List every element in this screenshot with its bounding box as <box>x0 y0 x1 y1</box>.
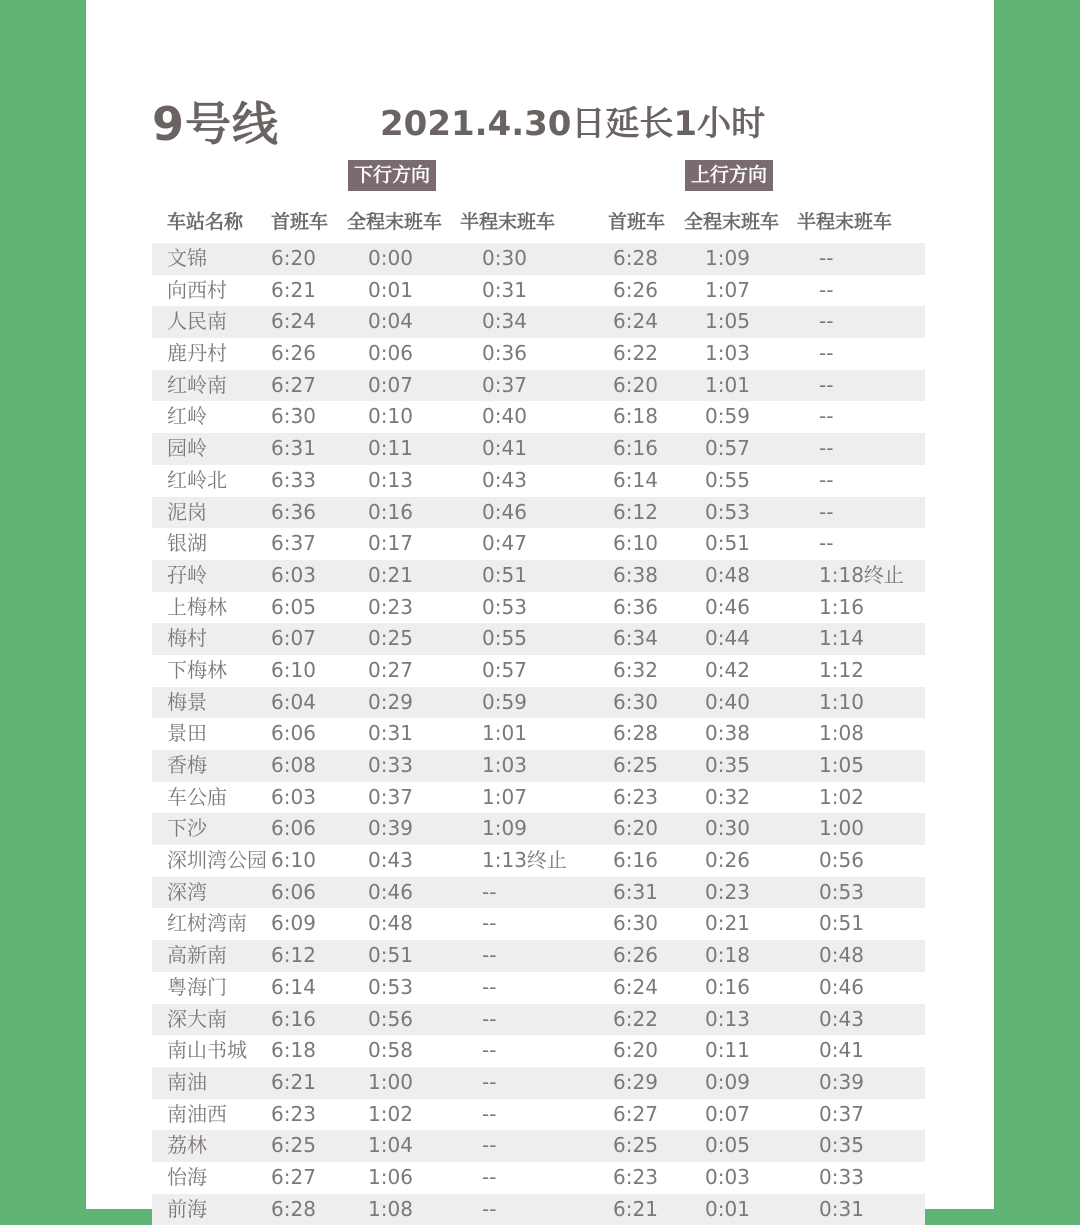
up-half-last-train: 1:10 <box>819 689 864 714</box>
up-first-train: 6:30 <box>613 911 658 936</box>
down-half-last-train: -- <box>482 1069 497 1094</box>
station-name: 孖岭 <box>167 562 207 587</box>
table-row <box>152 1194 925 1225</box>
up-full-last-train: 1:03 <box>705 341 750 366</box>
down-full-last-train: 0:13 <box>368 467 413 492</box>
header-down-half-last: 半程末班车 <box>460 211 556 233</box>
station-name: 粤海门 <box>167 974 227 999</box>
up-first-train: 6:24 <box>613 974 658 999</box>
table-row <box>152 877 925 909</box>
down-first-train: 6:07 <box>271 626 316 651</box>
station-name: 深大南 <box>167 1006 227 1031</box>
station-name: 人民南 <box>167 309 227 334</box>
down-full-last-train: 1:02 <box>368 1101 413 1126</box>
direction-down-badge: 下行方向 <box>348 160 436 191</box>
up-full-last-train: 1:07 <box>705 277 750 302</box>
up-half-last-train: -- <box>819 341 834 366</box>
up-half-last-train: 1:12 <box>819 657 864 682</box>
up-half-last-train: 0:35 <box>819 1133 864 1158</box>
table-row <box>152 718 925 750</box>
up-full-last-train: 0:57 <box>705 436 750 461</box>
up-full-last-train: 0:42 <box>705 657 750 682</box>
down-full-last-train: 0:48 <box>368 911 413 936</box>
station-name: 向西村 <box>167 277 227 302</box>
down-half-last-train: 1:07 <box>482 784 527 809</box>
table-row <box>152 750 925 782</box>
up-first-train: 6:27 <box>613 1101 658 1126</box>
up-full-last-train: 0:44 <box>705 626 750 651</box>
down-half-last-train: 0:41 <box>482 436 527 461</box>
up-first-train: 6:22 <box>613 341 658 366</box>
up-first-train: 6:38 <box>613 562 658 587</box>
down-half-last-train: 1:13终止 <box>482 848 567 873</box>
down-full-last-train: 0:21 <box>368 562 413 587</box>
up-first-train: 6:25 <box>613 753 658 777</box>
down-first-train: 6:21 <box>271 1069 316 1094</box>
table-row <box>152 338 925 370</box>
up-full-last-train: 0:16 <box>705 974 750 999</box>
up-half-last-train: 1:02 <box>819 784 864 809</box>
down-first-train: 6:18 <box>271 1038 316 1063</box>
down-full-last-train: 0:11 <box>368 436 413 461</box>
down-full-last-train: 0:33 <box>368 753 413 777</box>
down-half-last-train: 0:31 <box>482 277 527 302</box>
station-name: 红树湾南 <box>167 911 247 936</box>
down-full-last-train: 0:23 <box>368 594 413 619</box>
table-row <box>152 592 925 624</box>
down-half-last-train: 0:55 <box>482 626 527 651</box>
up-full-last-train: 0:13 <box>705 1006 750 1031</box>
up-full-last-train: 0:32 <box>705 784 750 809</box>
up-half-last-train: 0:41 <box>819 1038 864 1063</box>
table-row <box>152 1067 925 1099</box>
station-name: 南山书城 <box>167 1038 247 1063</box>
up-full-last-train: 0:26 <box>705 848 750 873</box>
table-row <box>152 560 925 592</box>
up-first-train: 6:28 <box>613 721 658 746</box>
station-name: 文锦 <box>167 246 207 270</box>
down-first-train: 6:12 <box>271 943 316 968</box>
up-first-train: 6:32 <box>613 657 658 682</box>
down-full-last-train: 1:04 <box>368 1133 413 1158</box>
up-first-train: 6:34 <box>613 626 658 651</box>
table-row <box>152 1162 925 1194</box>
down-full-last-train: 1:00 <box>368 1069 413 1094</box>
table-row <box>152 687 925 719</box>
up-half-last-train: 0:43 <box>819 1006 864 1031</box>
station-name: 荔林 <box>167 1133 207 1158</box>
down-half-last-train: -- <box>482 1164 497 1189</box>
table-row <box>152 370 925 402</box>
down-first-train: 6:04 <box>271 689 316 714</box>
down-full-last-train: 1:08 <box>368 1196 413 1221</box>
down-full-last-train: 0:51 <box>368 943 413 968</box>
down-full-last-train: 0:27 <box>368 657 413 682</box>
up-half-last-train: -- <box>819 531 834 556</box>
down-half-last-train: -- <box>482 943 497 968</box>
down-full-last-train: 0:46 <box>368 879 413 904</box>
station-name: 下梅林 <box>167 657 227 682</box>
down-half-last-train: -- <box>482 974 497 999</box>
down-first-train: 6:25 <box>271 1133 316 1158</box>
up-half-last-train: 0:51 <box>819 911 864 936</box>
station-name: 怡海 <box>167 1164 207 1189</box>
table-row <box>152 1099 925 1131</box>
up-full-last-train: 0:07 <box>705 1101 750 1126</box>
table-row <box>152 465 925 497</box>
station-name: 红岭南 <box>167 372 227 397</box>
up-full-last-train: 0:35 <box>705 753 750 777</box>
up-first-train: 6:20 <box>613 816 658 841</box>
up-half-last-train: 0:46 <box>819 974 864 999</box>
table-row <box>152 845 925 877</box>
up-first-train: 6:29 <box>613 1069 658 1094</box>
down-first-train: 6:03 <box>271 562 316 587</box>
down-first-train: 6:05 <box>271 594 316 619</box>
down-full-last-train: 0:37 <box>368 784 413 809</box>
header-down-first: 首班车 <box>271 211 329 233</box>
down-first-train: 6:14 <box>271 974 316 999</box>
up-first-train: 6:25 <box>613 1133 658 1158</box>
down-half-last-train: -- <box>482 1196 497 1221</box>
table-row <box>152 1004 925 1036</box>
down-first-train: 6:06 <box>271 816 316 841</box>
up-first-train: 6:18 <box>613 404 658 429</box>
up-half-last-train: 1:08 <box>819 721 864 746</box>
table-row <box>152 908 925 940</box>
station-name: 梅景 <box>167 689 207 714</box>
up-full-last-train: 0:40 <box>705 689 750 714</box>
up-first-train: 6:26 <box>613 943 658 968</box>
station-name: 高新南 <box>167 943 227 968</box>
up-first-train: 6:26 <box>613 277 658 302</box>
down-first-train: 6:10 <box>271 657 316 682</box>
down-half-last-train: 0:37 <box>482 372 527 397</box>
line-title: 9号线 <box>152 97 280 151</box>
down-full-last-train: 0:53 <box>368 974 413 999</box>
station-name: 红岭 <box>167 404 207 429</box>
down-full-last-train: 0:43 <box>368 848 413 873</box>
up-half-last-train: -- <box>819 467 834 492</box>
table-row <box>152 1130 925 1162</box>
down-full-last-train: 0:29 <box>368 689 413 714</box>
down-full-last-train: 0:16 <box>368 499 413 524</box>
down-first-train: 6:37 <box>271 531 316 556</box>
station-name: 香梅 <box>167 753 207 777</box>
up-first-train: 6:23 <box>613 1164 658 1189</box>
station-name: 深湾 <box>167 879 207 904</box>
table-row <box>152 433 925 465</box>
down-half-last-train: 1:09 <box>482 816 527 841</box>
header-station: 车站名称 <box>167 211 244 233</box>
station-name: 景田 <box>167 721 207 746</box>
table-row <box>152 528 925 560</box>
down-half-last-train: 0:47 <box>482 531 527 556</box>
station-name: 红岭北 <box>167 467 227 492</box>
up-full-last-train: 0:03 <box>705 1164 750 1189</box>
up-full-last-train: 0:23 <box>705 879 750 904</box>
up-first-train: 6:30 <box>613 689 658 714</box>
down-full-last-train: 0:06 <box>368 341 413 366</box>
down-full-last-train: 1:06 <box>368 1164 413 1189</box>
up-first-train: 6:10 <box>613 531 658 556</box>
header-up-first: 首班车 <box>608 211 666 233</box>
up-half-last-train: -- <box>819 404 834 429</box>
up-first-train: 6:23 <box>613 784 658 809</box>
up-half-last-train: -- <box>819 246 834 270</box>
down-first-train: 6:09 <box>271 911 316 936</box>
down-first-train: 6:21 <box>271 277 316 302</box>
up-full-last-train: 1:09 <box>705 246 750 270</box>
timetable-sheet <box>86 0 994 1221</box>
down-half-last-train: 1:01 <box>482 721 527 746</box>
down-first-train: 6:28 <box>271 1196 316 1221</box>
up-first-train: 6:31 <box>613 879 658 904</box>
up-first-train: 6:36 <box>613 594 658 619</box>
up-half-last-train: -- <box>819 372 834 397</box>
up-half-last-train: 0:31 <box>819 1196 864 1221</box>
down-half-last-train: 1:03 <box>482 753 527 777</box>
up-full-last-train: 0:30 <box>705 816 750 841</box>
station-name: 鹿丹村 <box>167 341 227 366</box>
down-half-last-train: -- <box>482 911 497 936</box>
up-full-last-train: 1:01 <box>705 372 750 397</box>
up-first-train: 6:14 <box>613 467 658 492</box>
table-row <box>152 497 925 529</box>
up-half-last-train: -- <box>819 499 834 524</box>
up-full-last-train: 0:48 <box>705 562 750 587</box>
down-full-last-train: 0:00 <box>368 246 413 270</box>
table-row <box>152 243 925 275</box>
down-full-last-train: 0:58 <box>368 1038 413 1063</box>
down-first-train: 6:20 <box>271 246 316 270</box>
station-name: 银湖 <box>167 531 207 556</box>
up-full-last-train: 0:38 <box>705 721 750 746</box>
up-half-last-train: 0:39 <box>819 1069 864 1094</box>
down-first-train: 6:31 <box>271 436 316 461</box>
station-name: 南油西 <box>167 1101 227 1126</box>
down-first-train: 6:26 <box>271 341 316 366</box>
table-row <box>152 275 925 307</box>
down-half-last-train: 0:36 <box>482 341 527 366</box>
up-half-last-train: -- <box>819 436 834 461</box>
up-full-last-train: 0:01 <box>705 1196 750 1221</box>
up-half-last-train: 0:56 <box>819 848 864 873</box>
up-half-last-train: 1:00 <box>819 816 864 841</box>
down-half-last-train: 0:46 <box>482 499 527 524</box>
down-full-last-train: 0:31 <box>368 721 413 746</box>
down-first-train: 6:30 <box>271 404 316 429</box>
down-full-last-train: 0:17 <box>368 531 413 556</box>
up-full-last-train: 0:51 <box>705 531 750 556</box>
down-half-last-train: -- <box>482 1101 497 1126</box>
down-first-train: 6:23 <box>271 1101 316 1126</box>
down-half-last-train: 0:51 <box>482 562 527 587</box>
down-full-last-train: 0:39 <box>368 816 413 841</box>
up-first-train: 6:28 <box>613 246 658 270</box>
station-name: 车公庙 <box>167 784 227 809</box>
down-first-train: 6:27 <box>271 372 316 397</box>
up-half-last-train: 1:05 <box>819 753 864 777</box>
station-name: 梅村 <box>167 626 207 651</box>
down-first-train: 6:27 <box>271 1164 316 1189</box>
up-half-last-train: 0:33 <box>819 1164 864 1189</box>
down-half-last-train: 0:53 <box>482 594 527 619</box>
down-full-last-train: 0:25 <box>368 626 413 651</box>
station-name: 下沙 <box>167 816 207 841</box>
header-down-full-last: 全程末班车 <box>347 211 443 233</box>
down-first-train: 6:08 <box>271 753 316 777</box>
down-first-train: 6:16 <box>271 1006 316 1031</box>
down-half-last-train: 0:59 <box>482 689 527 714</box>
down-half-last-train: 0:57 <box>482 657 527 682</box>
station-name: 前海 <box>167 1196 207 1221</box>
up-half-last-train: 0:37 <box>819 1101 864 1126</box>
down-half-last-train: -- <box>482 1133 497 1158</box>
up-full-last-train: 0:05 <box>705 1133 750 1158</box>
table-row <box>152 655 925 687</box>
down-half-last-train: -- <box>482 879 497 904</box>
station-name: 上梅林 <box>167 594 227 619</box>
header-up-full-last: 全程末班车 <box>684 211 780 233</box>
up-full-last-train: 0:59 <box>705 404 750 429</box>
timetable-table <box>152 243 925 1225</box>
down-first-train: 6:36 <box>271 499 316 524</box>
up-first-train: 6:20 <box>613 372 658 397</box>
down-full-last-train: 0:01 <box>368 277 413 302</box>
down-first-train: 6:06 <box>271 721 316 746</box>
up-half-last-train: 1:14 <box>819 626 864 651</box>
station-name: 园岭 <box>167 436 207 461</box>
table-row <box>152 401 925 433</box>
up-half-last-train: -- <box>819 277 834 302</box>
down-full-last-train: 0:10 <box>368 404 413 429</box>
table-row <box>152 940 925 972</box>
table-row <box>152 972 925 1004</box>
direction-up-badge: 上行方向 <box>685 160 773 191</box>
up-first-train: 6:21 <box>613 1196 658 1221</box>
down-full-last-train: 0:04 <box>368 309 413 334</box>
up-full-last-train: 0:55 <box>705 467 750 492</box>
up-half-last-train: 0:48 <box>819 943 864 968</box>
table-row <box>152 306 925 338</box>
up-first-train: 6:16 <box>613 848 658 873</box>
station-name: 南油 <box>167 1069 207 1094</box>
up-full-last-train: 0:53 <box>705 499 750 524</box>
up-full-last-train: 0:21 <box>705 911 750 936</box>
up-first-train: 6:12 <box>613 499 658 524</box>
up-full-last-train: 0:09 <box>705 1069 750 1094</box>
down-first-train: 6:03 <box>271 784 316 809</box>
down-first-train: 6:24 <box>271 309 316 334</box>
up-full-last-train: 0:11 <box>705 1038 750 1063</box>
down-half-last-train: 0:34 <box>482 309 527 334</box>
up-first-train: 6:16 <box>613 436 658 461</box>
down-full-last-train: 0:56 <box>368 1006 413 1031</box>
up-half-last-train: -- <box>819 309 834 334</box>
down-first-train: 6:06 <box>271 879 316 904</box>
up-first-train: 6:24 <box>613 309 658 334</box>
station-name: 深圳湾公园 <box>167 848 267 873</box>
down-half-last-train: 0:43 <box>482 467 527 492</box>
up-half-last-train: 1:16 <box>819 594 864 619</box>
up-full-last-train: 0:18 <box>705 943 750 968</box>
down-half-last-train: -- <box>482 1038 497 1063</box>
header-up-half-last: 半程末班车 <box>797 211 893 233</box>
down-first-train: 6:10 <box>271 848 316 873</box>
down-first-train: 6:33 <box>271 467 316 492</box>
extension-note: 2021.4.30日延长1小时 <box>380 104 766 144</box>
table-row <box>152 1035 925 1067</box>
table-row <box>152 623 925 655</box>
up-half-last-train: 1:18终止 <box>819 562 904 587</box>
table-row <box>152 813 925 845</box>
up-full-last-train: 0:46 <box>705 594 750 619</box>
down-half-last-train: 0:30 <box>482 246 527 270</box>
up-first-train: 6:22 <box>613 1006 658 1031</box>
up-half-last-train: 0:53 <box>819 879 864 904</box>
up-first-train: 6:20 <box>613 1038 658 1063</box>
station-name: 泥岗 <box>167 499 207 524</box>
down-half-last-train: -- <box>482 1006 497 1031</box>
down-full-last-train: 0:07 <box>368 372 413 397</box>
up-full-last-train: 1:05 <box>705 309 750 334</box>
table-row <box>152 782 925 814</box>
down-half-last-train: 0:40 <box>482 404 527 429</box>
